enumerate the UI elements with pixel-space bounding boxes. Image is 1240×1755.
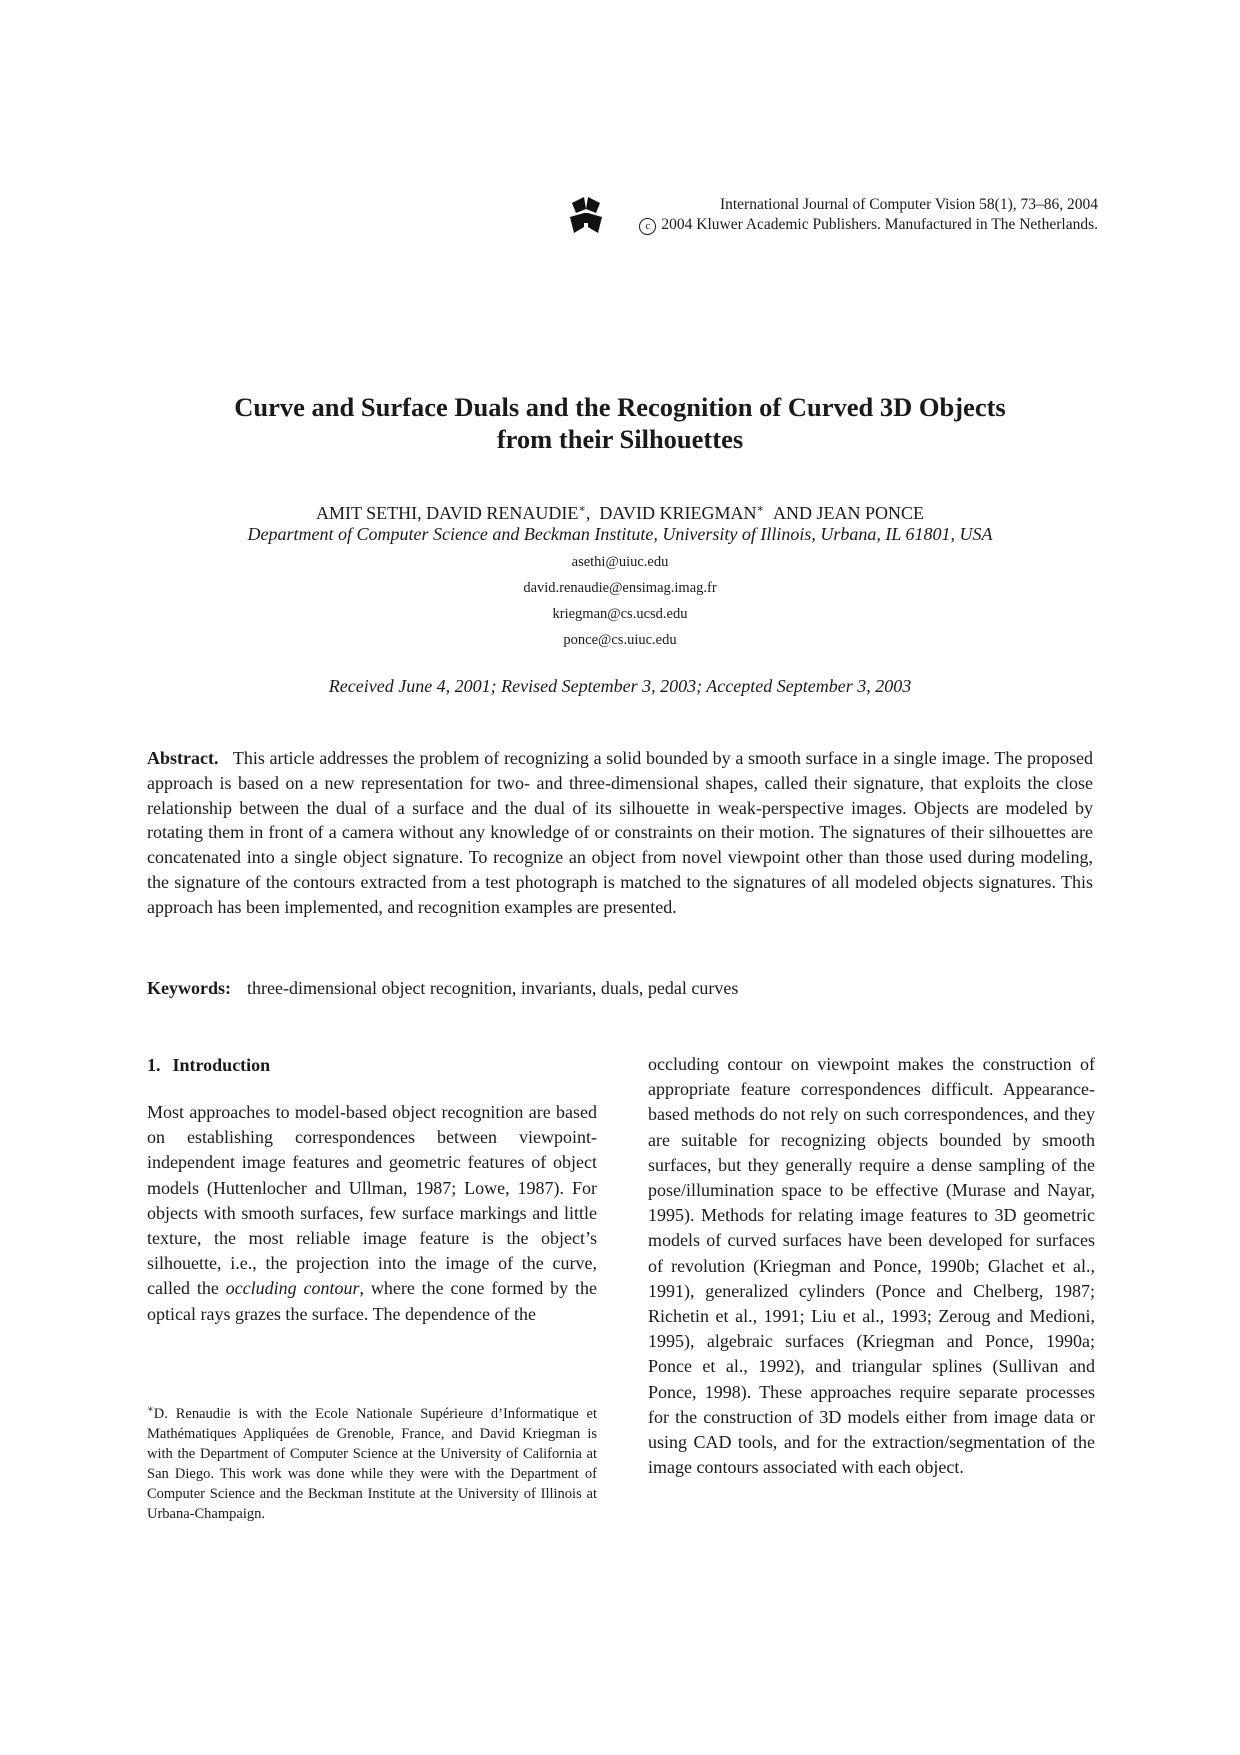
section-heading: [147, 1052, 597, 1078]
footnote: [147, 1400, 597, 1524]
received-dates: Received June 4, 2001; Revised September 3, 2003; Accepted September 3, 2003: [328, 676, 912, 696]
title-line-1: Curve and Surface Duals and the Recognition of Curved 3D Objects: [234, 392, 1006, 422]
keywords-label: Keywords:: [147, 978, 231, 998]
email-address: david.renaudie@ensimag.imag.fr: [523, 580, 717, 596]
section-number: 1.: [147, 1055, 161, 1075]
author-name-2: DAVID KRIEGMAN: [599, 503, 757, 523]
intro-paragraph-right: occluding contour on viewpoint makes the construction of appropriate feature correspondences difficult. Appearance-based methods do not rely on such correspondences, and they are suitable for recognizing objects bounded by smooth surfaces, but they generally require a dense sampling of the pose/illumination space to be effective (Murase and Nayar, 1995). Methods for relating image features to 3D geometric models of curved surfaces have been developed for surfaces of revolution (Kriegman and Ponce, 1990b; Glachet et al., 1991), generalized cylinders (Ponce and Chelberg, 1987; Richetin et al., 1991; Liu et al., 1993; Zeroug and Medioni, 1995), algebraic surfaces (Kriegman and Ponce, 1990a; Ponce et al., 1992), and triangular splines (Sullivan and Ponce, 1998). These approaches require separate processes for the construction of 3D models either from image data or using CAD tools, and for the extraction/segmentation of the image contours associated with each object.: [648, 1054, 1095, 1478]
author-emails: [140, 552, 1100, 656]
emphasized-term: occluding contour: [225, 1278, 360, 1299]
paper-title: [140, 391, 1100, 455]
publisher-logo-icon: [568, 193, 604, 237]
email-address: asethi@uiuc.edu: [571, 554, 669, 570]
email-address: kriegman@cs.ucsd.edu: [552, 606, 688, 622]
journal-citation: International Journal of Computer Vision 58(1), 73–86, 2004: [719, 196, 1098, 213]
intro-text: Most approaches to model-based object recognition are based on establishing correspondences between viewpoint-independent image features and geometric features of object models (Huttenlocher and Ullman, 1987; Lowe, 1987). For objects with smooth surfaces, few surface markings and little texture, the most reliable image feature is the object’s silhouette, i.e., the projection into the image of the curve, called the: [147, 1102, 597, 1299]
section-title: Introduction: [172, 1055, 271, 1075]
author-footnote-mark: ∗: [578, 503, 586, 515]
right-column: [648, 1052, 1095, 1480]
copyright-text: 2004 Kluwer Academic Publishers. Manufactured in The Netherlands.: [661, 216, 1098, 233]
intro-text: , where the cone formed by the optical rays grazes the surface. The dependence of the: [147, 1278, 597, 1324]
copyright-line: [639, 215, 1098, 235]
author-names-1: AMIT SETHI, DAVID RENAUDIE: [316, 503, 579, 523]
title-line-2: from their Silhouettes: [496, 424, 744, 454]
keywords: [147, 976, 1093, 1000]
intro-paragraph-left: [147, 1100, 597, 1327]
keywords-text: three-dimensional object recognition, invariants, duals, pedal curves: [247, 978, 739, 998]
left-column: [147, 1052, 597, 1327]
abstract-text: This article addresses the problem of recognizing a solid bounded by a smooth surface in a single image. The proposed approach is based on a new representation for two- and three-dimensional shapes, called their signature, that exploits the close relationship between the dual of a surface and the dual of its silhouette in weak-perspective images. Objects are modeled by rotating them in front of a camera without any knowledge of or constraints on their motion. The signatures of their silhouettes are concatenated into a single object signature. To recognize an object from novel viewpoint other than those used during modeling, the signature of the contours extracted from a test photograph is matched to the signatures of all modeled objects signatures. This approach has been implemented, and recognition examples are presented.: [147, 748, 1093, 917]
abstract: [147, 746, 1093, 920]
footnote-mark: ∗: [147, 1404, 154, 1415]
author-name-3: AND JEAN PONCE: [772, 503, 924, 523]
author-footnote-mark: ∗: [756, 503, 764, 515]
authors: AMIT SETHI, DAVID RENAUDIE∗, DAVID KRIEGMAN∗ AND JEAN PONCE: [316, 503, 924, 523]
email-address: ponce@cs.uiuc.edu: [563, 632, 677, 648]
copyright-symbol: c: [639, 218, 656, 235]
footnote-text: D. Renaudie is with the Ecole Nationale Supérieure d’Informatique et Mathématiques Appliquées de Grenoble, France, and David Kriegman is with the Department of Computer Science at the University of California at San Diego. This work was done while they were with the Department of Computer Science and the Beckman Institute at the University of Illinois at Urbana-Champaign.: [147, 1405, 597, 1522]
affiliation: Department of Computer Science and Beckman Institute, University of Illinois, Urbana, IL 61801, USA: [247, 524, 993, 544]
abstract-label: Abstract.: [147, 748, 219, 768]
